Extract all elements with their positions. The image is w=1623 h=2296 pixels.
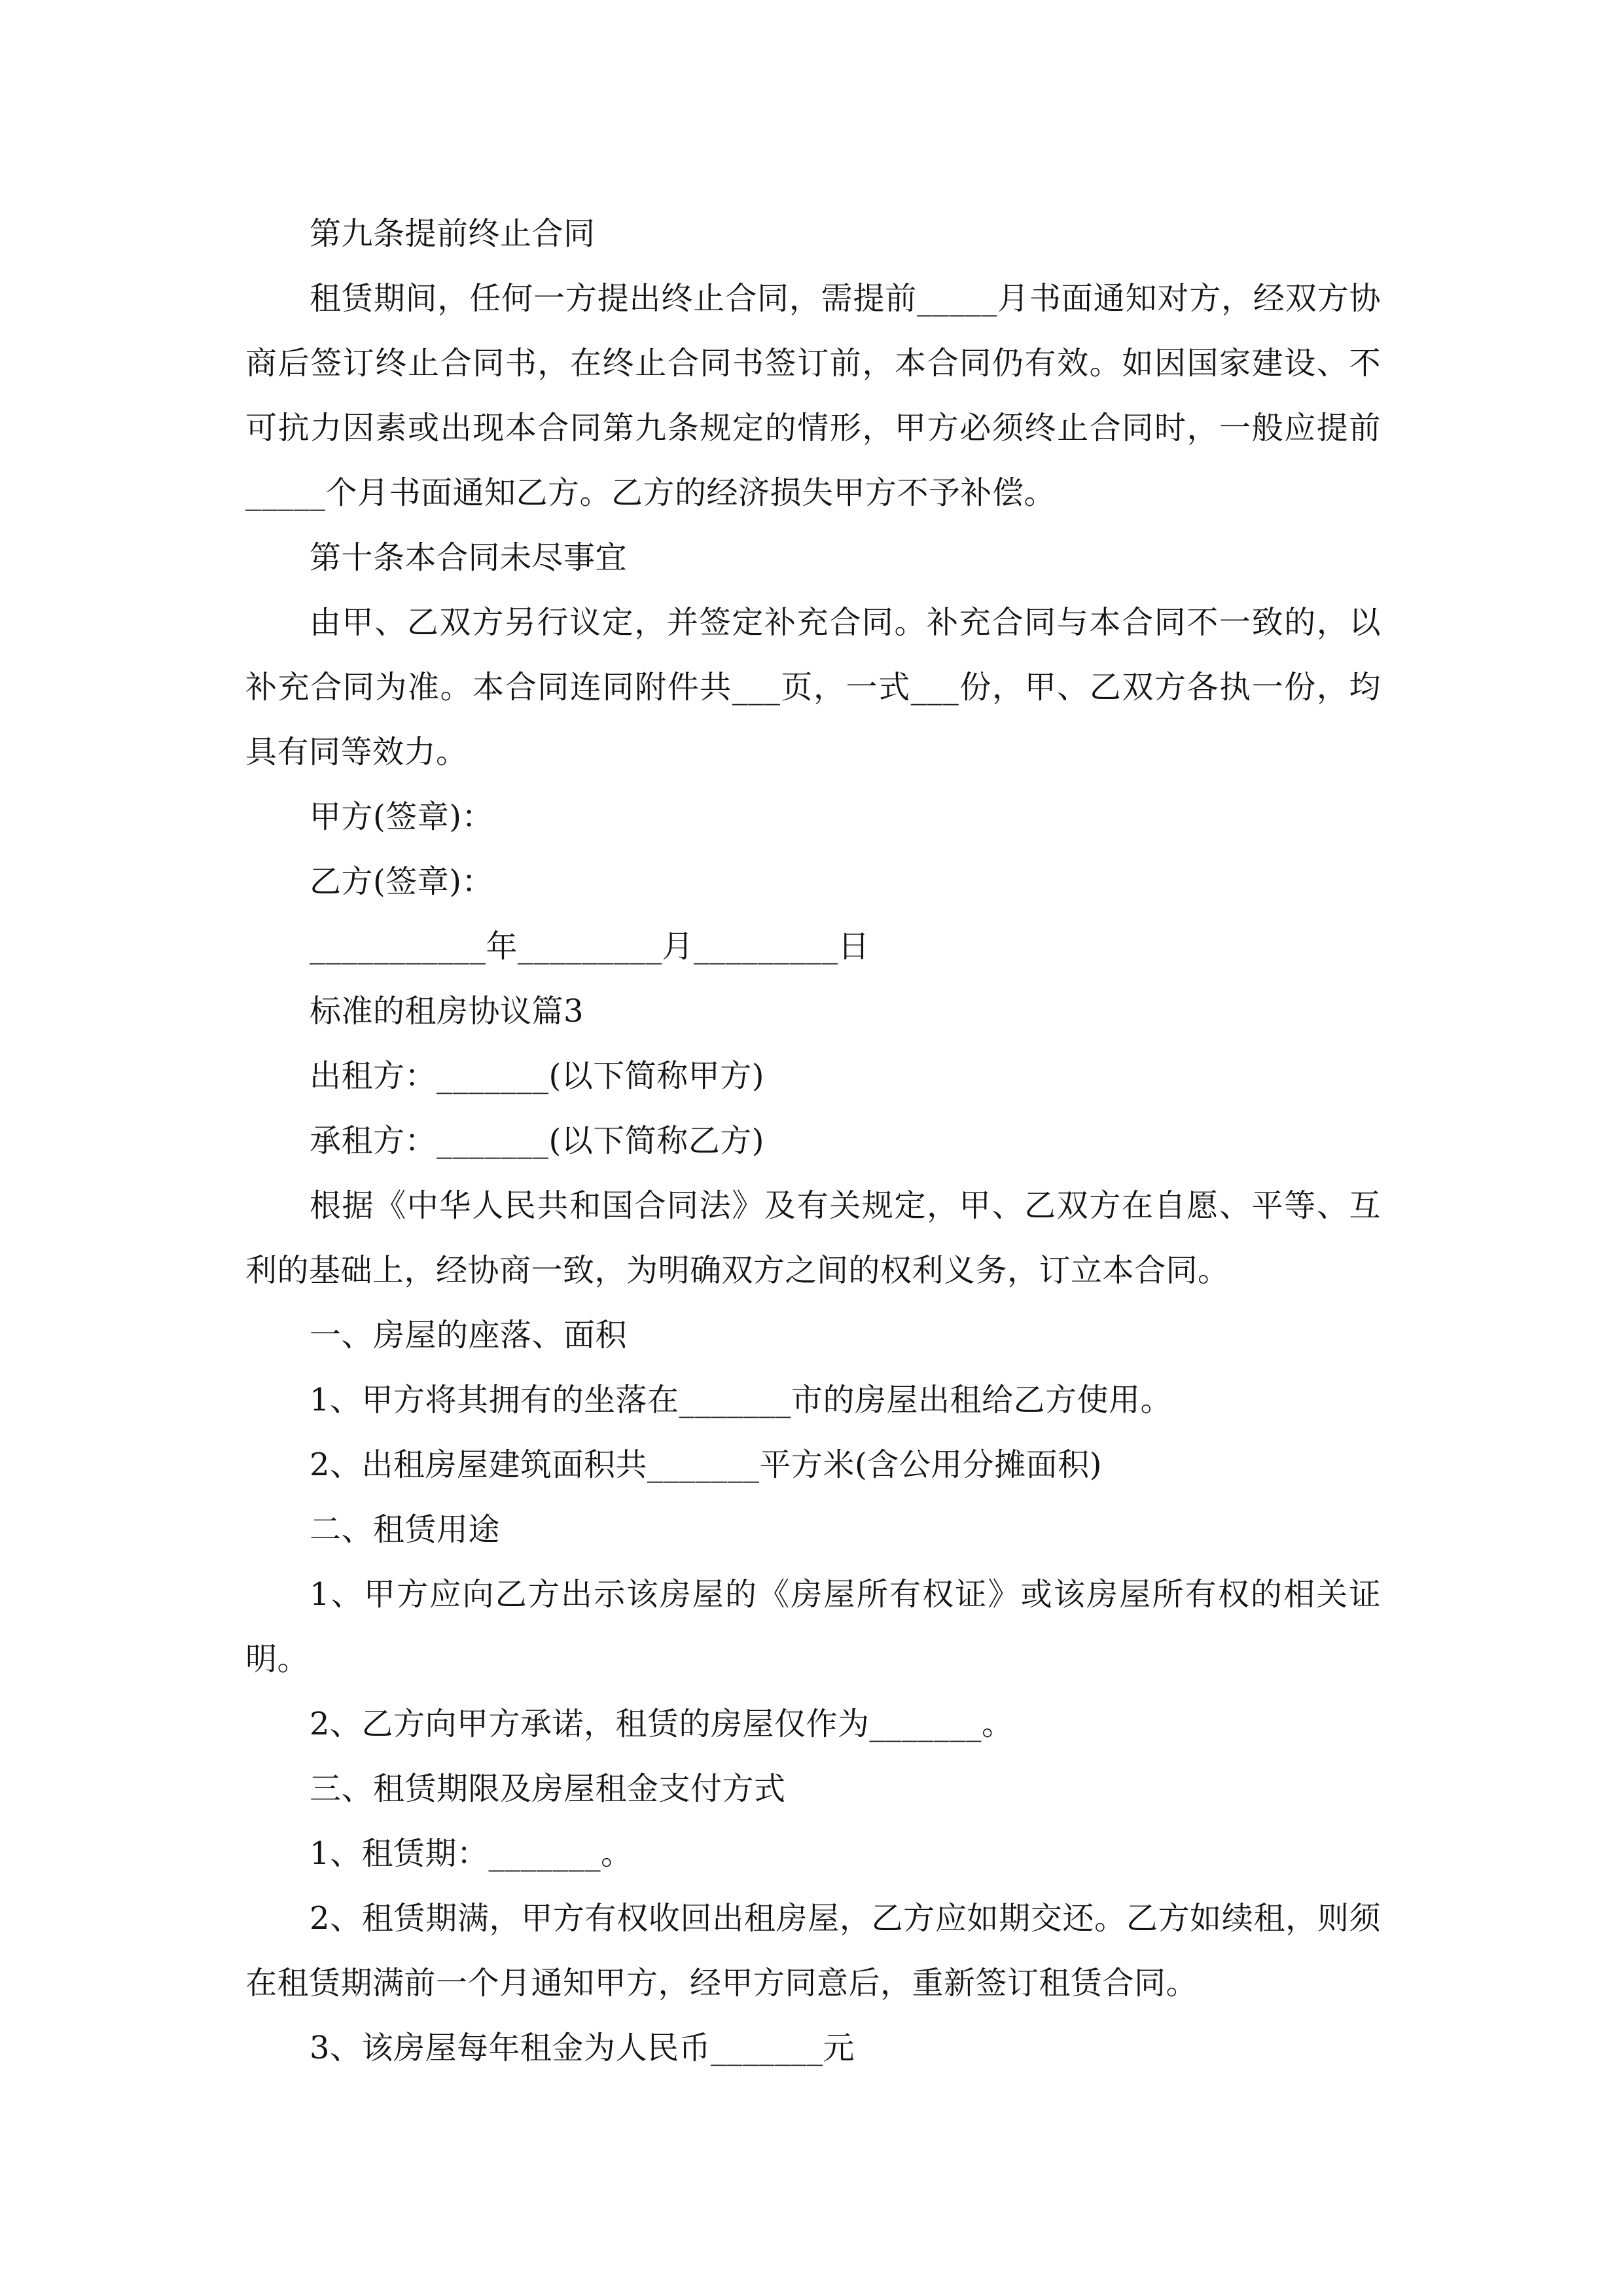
date-line: ___________年_________月_________日 <box>310 928 870 965</box>
paragraph: 根据《中华人民共和国合同法》及有关规定，甲、乙双方在自愿、平等、互利的基础上，经协商一致，为明确双方之间的权利义务，订立本合同。 <box>245 1187 1381 1289</box>
clause-item: 1、甲方应向乙方出示该房屋的《房屋所有权证》或该房屋所有权的相关证明。 <box>245 1576 1381 1677</box>
clause-item: 2、乙方向甲方承诺，租赁的房屋仅作为_______。 <box>310 1706 1014 1742</box>
clause-item: 2、出租房屋建筑面积共_______平方米(含公用分摊面积) <box>310 1446 1102 1483</box>
clause-heading: 二、租赁用途 <box>310 1511 501 1548</box>
signature-line-party-b: 乙方(签章)： <box>310 863 493 900</box>
clause-item: 3、该房屋每年租金为人民币_______元 <box>310 2030 855 2066</box>
clause-item: 1、甲方将其拥有的坐落在_______市的房屋出租给乙方使用。 <box>310 1382 1173 1418</box>
document-body <box>245 202 1381 2081</box>
signature-line-party-a: 甲方(签章)： <box>310 798 493 835</box>
paragraph: 租赁期间，任何一方提出终止合同，需提前_____月书面通知对方，经双方协商后签订终止合同书，在终止合同书签订前，本合同仍有效。如因国家建设、不可抗力因素或出现本合同第九条规定的情形，甲方必须终止合同时，一般应提前_____个月书面通知乙方。乙方的经济损失甲方不予补偿。 <box>245 280 1381 511</box>
clause-heading: 一、房屋的座落、面积 <box>310 1317 628 1354</box>
article-heading: 第九条提前终止合同 <box>310 215 596 252</box>
lessee-line: 承租方：_______(以下简称乙方) <box>310 1122 764 1159</box>
clause-heading: 三、租赁期限及房屋租金支付方式 <box>310 1770 786 1807</box>
lessor-line: 出租方：_______(以下简称甲方) <box>310 1058 764 1094</box>
clause-item: 1、租赁期：_______。 <box>310 1835 633 1872</box>
section-title: 标准的租房协议篇3 <box>310 993 584 1030</box>
clause-item: 2、租赁期满，甲方有权收回出租房屋，乙方应如期交还。乙方如续租，则须在租赁期满前一个月通知甲方，经甲方同意后，重新签订租赁合同。 <box>245 1900 1381 2001</box>
article-heading: 第十条本合同未尽事宜 <box>310 539 628 576</box>
paragraph: 由甲、乙双方另行议定，并签定补充合同。补充合同与本合同不一致的，以补充合同为准。本合同连同附件共___页，一式___份，甲、乙双方各执一份，均具有同等效力。 <box>245 604 1381 770</box>
